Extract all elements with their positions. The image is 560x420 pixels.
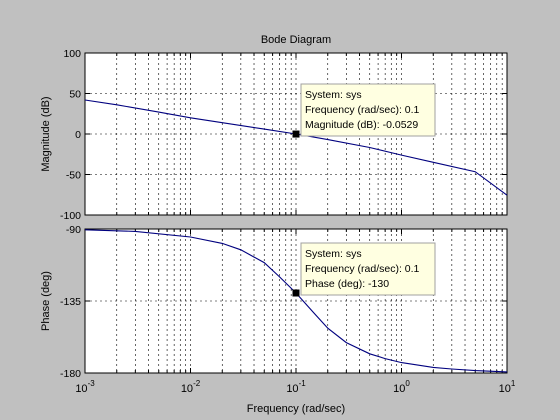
y-axis-label: Magnitude (dB) [40,96,52,172]
x-tick-label: $10^{-1}$ [286,379,306,395]
y-tick-label: 0 [75,129,81,141]
datatip-line: System: sys [305,89,362,101]
data-point-marker[interactable] [293,131,300,138]
x-tick-label: $10^0$ [393,379,410,395]
y-tick-label: -50 [65,169,81,182]
chart-title: Bode Diagram [260,34,332,46]
data-point-marker[interactable] [293,290,300,297]
datatip-line: Frequency (rad/sec): 0.1 [305,263,420,275]
x-tick-label: $10^{-3}$ [75,379,95,395]
datatip-line: System: sys [305,248,362,260]
phase-panel [40,224,516,395]
y-axis-label: Phase (deg) [40,271,52,331]
x-tick-label: $10^1$ [498,379,516,395]
y-tick-label: -100 [59,210,81,222]
datatip-line: Frequency (rad/sec): 0.1 [305,104,420,116]
y-tick-label: -90 [65,224,81,236]
y-tick-label: -180 [59,368,81,380]
y-tick-label: 50 [69,88,81,101]
x-axis-label: Frequency (rad/sec) [246,403,346,415]
y-tick-label: -135 [59,296,81,308]
datatip-line: Magnitude (dB): -0.0529 [305,119,419,131]
y-tick-label: 100 [63,48,81,60]
x-tick-label: $10^{-2}$ [180,379,201,395]
magnitude-panel [40,48,507,222]
datatip-line: Phase (deg): -130 [305,278,390,290]
